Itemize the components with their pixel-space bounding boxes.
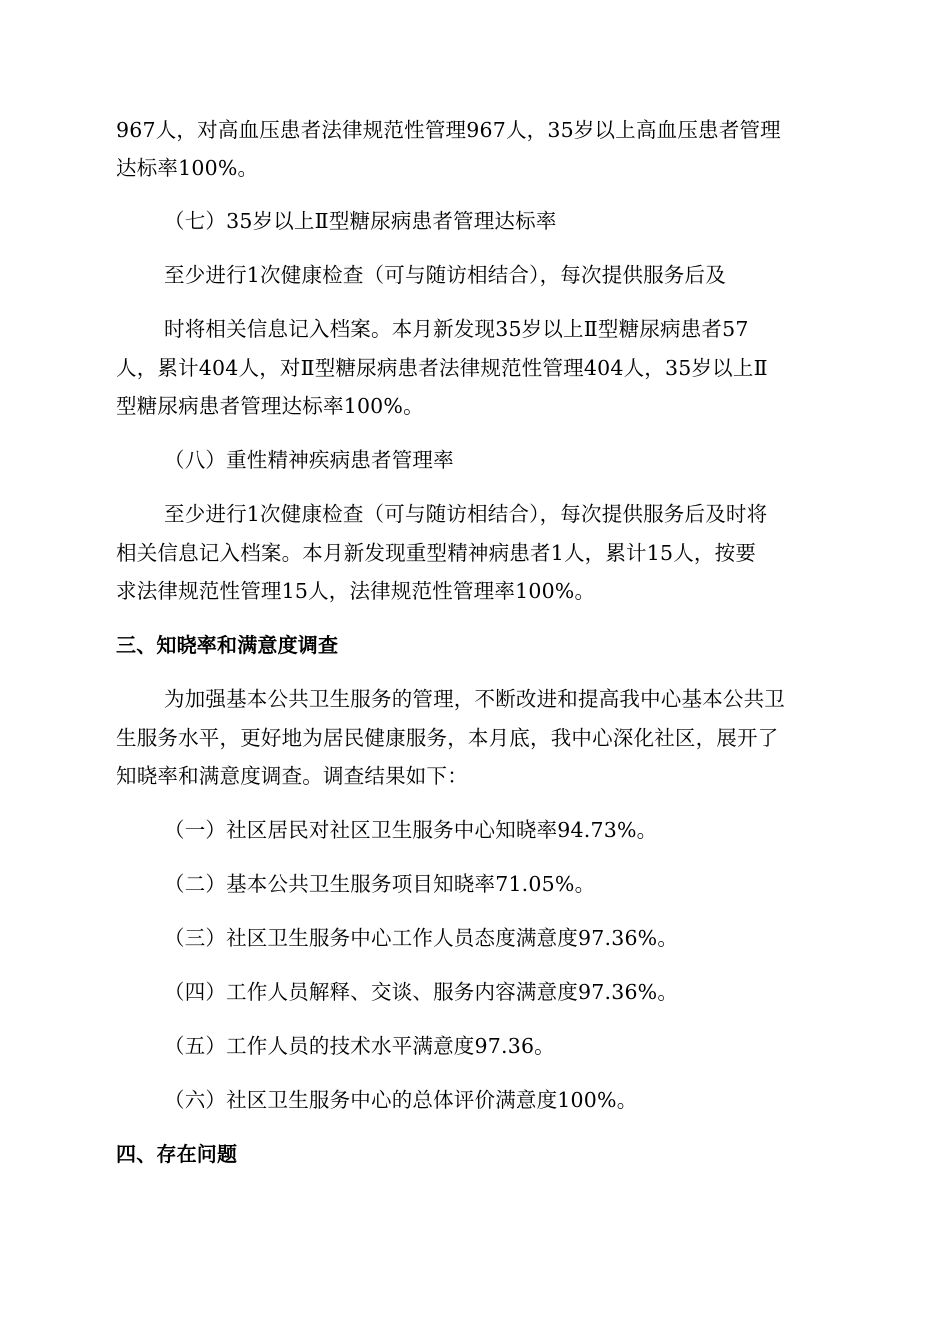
- survey-result-item: （六）社区卫生服务中心的总体评价满意度100%。: [164, 1088, 638, 1112]
- paragraph-line: 967人，对高血压患者法律规范性管理967人，35岁以上高血压患者管理: [116, 118, 781, 142]
- paragraph-line: 为加强基本公共卫生服务的管理，不断改进和提高我中心基本公共卫: [164, 687, 785, 711]
- section-heading: 四、存在问题: [116, 1142, 238, 1166]
- section-heading: 三、知晓率和满意度调查: [116, 633, 339, 657]
- paragraph-line: 知晓率和满意度调查。调查结果如下：: [116, 764, 468, 788]
- paragraph-line: 至少进行1次健康检查（可与随访相结合），每次提供服务后及: [164, 263, 726, 287]
- paragraph-line: 至少进行1次健康检查（可与随访相结合），每次提供服务后及时将: [164, 502, 768, 526]
- paragraph-line: 人，累计404人，对Ⅱ型糖尿病患者法律规范性管理404人，35岁以上Ⅱ: [116, 356, 768, 380]
- paragraph-line: 达标率100%。: [116, 156, 259, 180]
- paragraph-line: 求法律规范性管理15人，法律规范性管理率100%。: [116, 579, 596, 603]
- section-subheading: （七）35岁以上Ⅱ型糖尿病患者管理达标率: [164, 209, 557, 233]
- survey-result-item: （四）工作人员解释、交谈、服务内容满意度97.36%。: [164, 980, 679, 1004]
- survey-result-item: （三）社区卫生服务中心工作人员态度满意度97.36%。: [164, 926, 679, 950]
- paragraph-line: 时将相关信息记入档案。本月新发现35岁以上Ⅱ型糖尿病患者57: [164, 317, 749, 341]
- survey-result-item: （五）工作人员的技术水平满意度97.36。: [164, 1034, 555, 1058]
- survey-result-item: （二）基本公共卫生服务项目知晓率71.05%。: [164, 872, 596, 896]
- paragraph-line: 型糖尿病患者管理达标率100%。: [116, 394, 424, 418]
- section-subheading: （八）重性精神疾病患者管理率: [164, 448, 454, 472]
- survey-result-item: （一）社区居民对社区卫生服务中心知晓率94.73%。: [164, 818, 658, 842]
- paragraph-line: 生服务水平，更好地为居民健康服务，本月底，我中心深化社区，展开了: [116, 726, 779, 750]
- paragraph-line: 相关信息记入档案。本月新发现重型精神病患者1人，累计15人，按要: [116, 541, 757, 565]
